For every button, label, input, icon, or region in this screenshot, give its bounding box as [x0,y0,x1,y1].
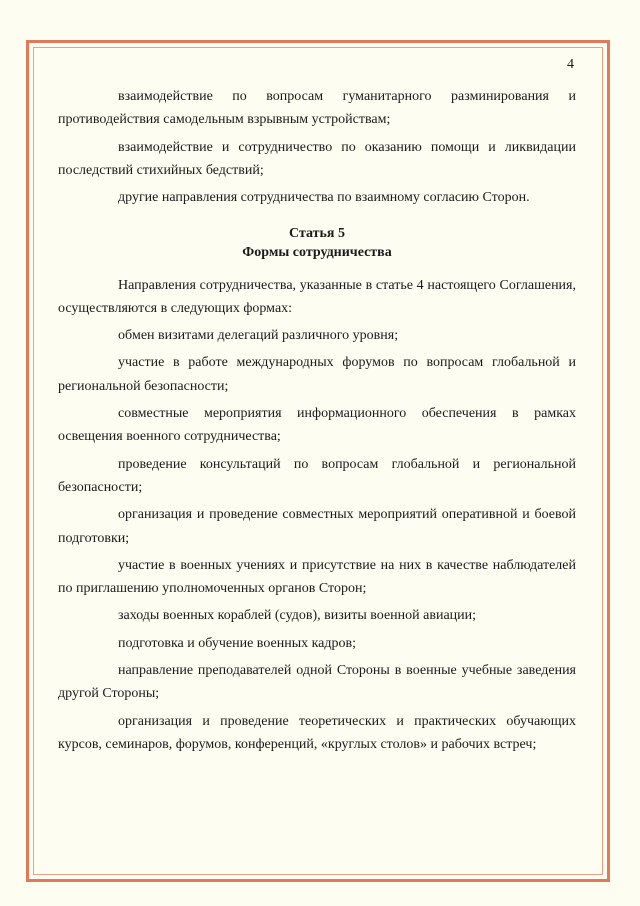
page-number: 4 [567,57,574,72]
article-intro-paragraph: Направления сотрудничества, указанные в статье 4 настоящего Соглашения, осуществляются в следующих формах: [58,277,576,317]
article-title: Формы сотрудничества [242,244,392,260]
list-item-disaster-relief: взаимодействие и сотрудничество по оказанию помощи и ликвидации последствий стихийных бедствий; [58,139,576,179]
list-continuation [58,85,576,210]
article-number: Статья 5 [289,225,345,241]
list-item-humanitarian-demining: взаимодействие по вопросам гуманитарного разминирования и противодействия самодельным взрывным устройствам; [58,89,576,128]
page-content [58,55,576,760]
list-item: организация и проведение совместных мероприятий оперативной и боевой подготовки; [58,507,576,546]
list-item: проведение консультаций по вопросам глобальной и региональной безопасности; [58,456,576,496]
list-item: подготовка и обучение военных кадров; [118,635,357,651]
list-item: обмен визитами делегаций различного уровня; [118,328,399,344]
list-item: совместные мероприятия информационного обеспечения в рамках освещения военного сотрудничества; [58,406,576,445]
article-heading [58,224,576,262]
list-item: участие в работе международных форумов по вопросам глобальной и региональной безопасности; [58,355,576,394]
list-item: участие в военных учениях и присутствие на них в качестве наблюдателей по приглашению уполномоченных органов Сторон; [58,557,576,597]
list-item: организация и проведение теоретических и практических обучающих курсов, семинаров, форумов, конференций, «круглых столов» и рабочих встреч; [58,713,576,752]
list-item-other-directions: другие направления сотрудничества по взаимному согласию Сторон. [118,190,530,206]
list-item: заходы военных кораблей (судов), визиты военной авиации; [118,608,477,624]
list-item: направление преподавателей одной Стороны в военные учебные заведения другой Стороны; [58,662,576,702]
article-body [58,274,576,757]
